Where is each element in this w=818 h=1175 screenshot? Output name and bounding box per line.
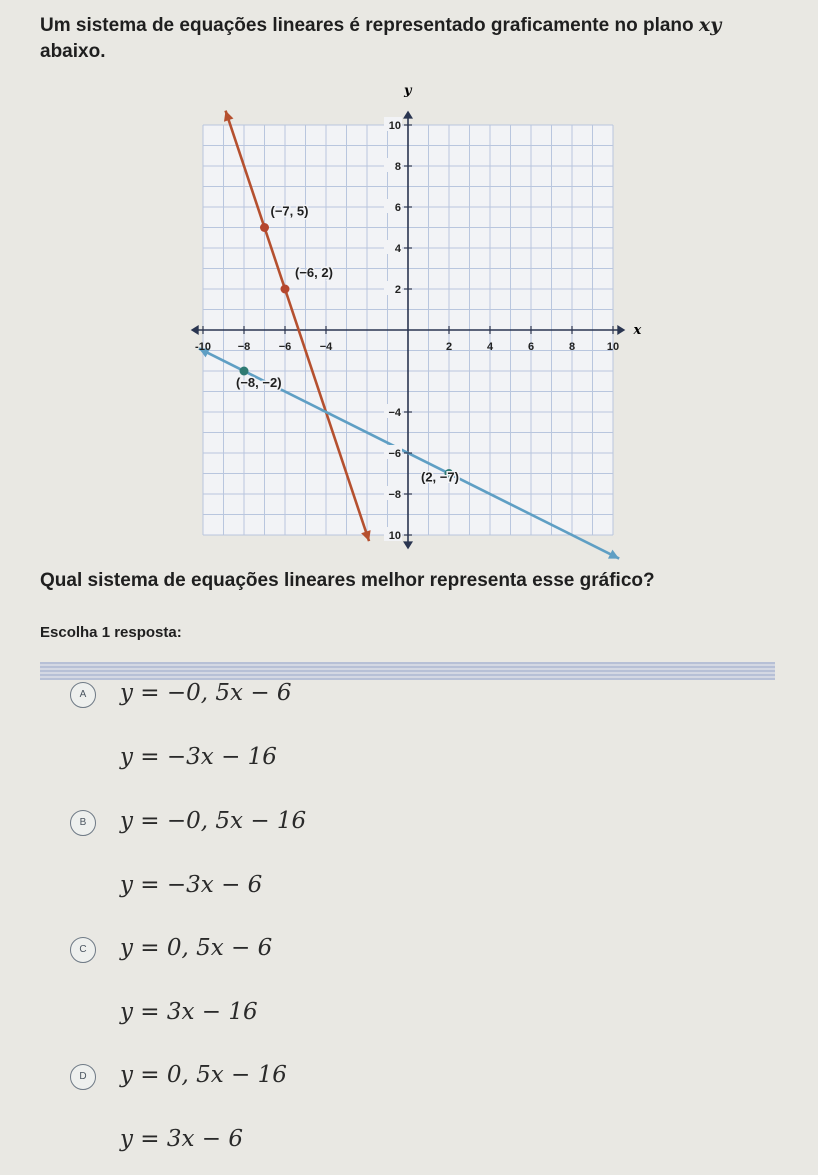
choose-label: Escolha 1 resposta: bbox=[40, 624, 182, 641]
x-tick-label: −4 bbox=[319, 341, 333, 353]
point-marker bbox=[260, 223, 269, 232]
point-marker bbox=[281, 285, 290, 294]
y-axis-label: y bbox=[404, 83, 412, 99]
radio-d[interactable]: D bbox=[70, 1064, 96, 1090]
y-tick-label: 6 bbox=[394, 202, 401, 214]
y-axis-arrow bbox=[403, 111, 413, 119]
x-tick-label: 4 bbox=[486, 341, 494, 353]
option-b-eq2: y = −3x − 6 bbox=[120, 872, 263, 898]
y-tick-label: −8 bbox=[388, 489, 401, 501]
y-tick-label: 10 bbox=[388, 120, 401, 132]
x-tick-label: −8 bbox=[237, 341, 251, 353]
radio-c[interactable]: C bbox=[70, 937, 96, 963]
coordinate-graph bbox=[195, 83, 655, 545]
radio-a[interactable]: A bbox=[70, 682, 96, 708]
option-a-eq2: y = −3x − 16 bbox=[120, 744, 277, 770]
x-tick-label: -10 bbox=[195, 341, 211, 353]
point-label: (2, −7) bbox=[421, 469, 459, 485]
option-d-eq1: y = 0, 5x − 16 bbox=[120, 1062, 287, 1088]
y-tick-label: 10 bbox=[388, 530, 401, 542]
option-c-eq2: y = 3x − 16 bbox=[120, 999, 258, 1025]
graph-svg bbox=[195, 83, 655, 545]
y-axis-arrow-down bbox=[403, 541, 413, 549]
point-label: (−7, 5) bbox=[270, 203, 309, 219]
y-tick-label: 8 bbox=[394, 161, 401, 173]
option-d-eq2: y = 3x − 6 bbox=[120, 1126, 244, 1152]
y-tick-label: 2 bbox=[394, 284, 401, 296]
option-c[interactable] bbox=[70, 935, 670, 1035]
plane-variable: xy bbox=[698, 14, 722, 36]
radio-b[interactable]: B bbox=[70, 810, 96, 836]
x-axis-arrow-left bbox=[191, 325, 199, 335]
graph-line-arrow-start-1 bbox=[224, 111, 233, 122]
y-tick-label: −4 bbox=[388, 407, 401, 419]
answer-divider bbox=[40, 662, 775, 680]
x-axis-label: x bbox=[633, 323, 642, 338]
x-tick-label: 6 bbox=[527, 341, 535, 353]
x-tick-label: 2 bbox=[445, 341, 453, 353]
y-tick-label: −6 bbox=[388, 448, 401, 460]
prompt-text: Qual sistema de equações lineares melhor representa esse gráfico? bbox=[40, 570, 655, 591]
option-a-eq1: y = −0, 5x − 6 bbox=[120, 680, 292, 706]
x-tick-label: 10 bbox=[606, 341, 620, 353]
point-label: (−6, 2) bbox=[295, 265, 333, 280]
option-b-eq1: y = −0, 5x − 16 bbox=[120, 808, 307, 834]
x-tick-label: −6 bbox=[278, 341, 292, 353]
question-text bbox=[40, 12, 810, 65]
option-d[interactable] bbox=[70, 1062, 670, 1162]
point-label: (−8, −2) bbox=[236, 375, 282, 390]
option-c-eq1: y = 0, 5x − 6 bbox=[120, 935, 273, 961]
question-line2: abaixo. bbox=[40, 41, 106, 62]
option-a[interactable] bbox=[70, 680, 670, 780]
option-b[interactable] bbox=[70, 808, 670, 908]
question-line1: Um sistema de equações lineares é representado graficamente no plano bbox=[40, 15, 699, 36]
y-tick-label: 4 bbox=[394, 243, 401, 255]
x-tick-label: 8 bbox=[568, 341, 576, 353]
x-axis-arrow bbox=[617, 325, 625, 335]
